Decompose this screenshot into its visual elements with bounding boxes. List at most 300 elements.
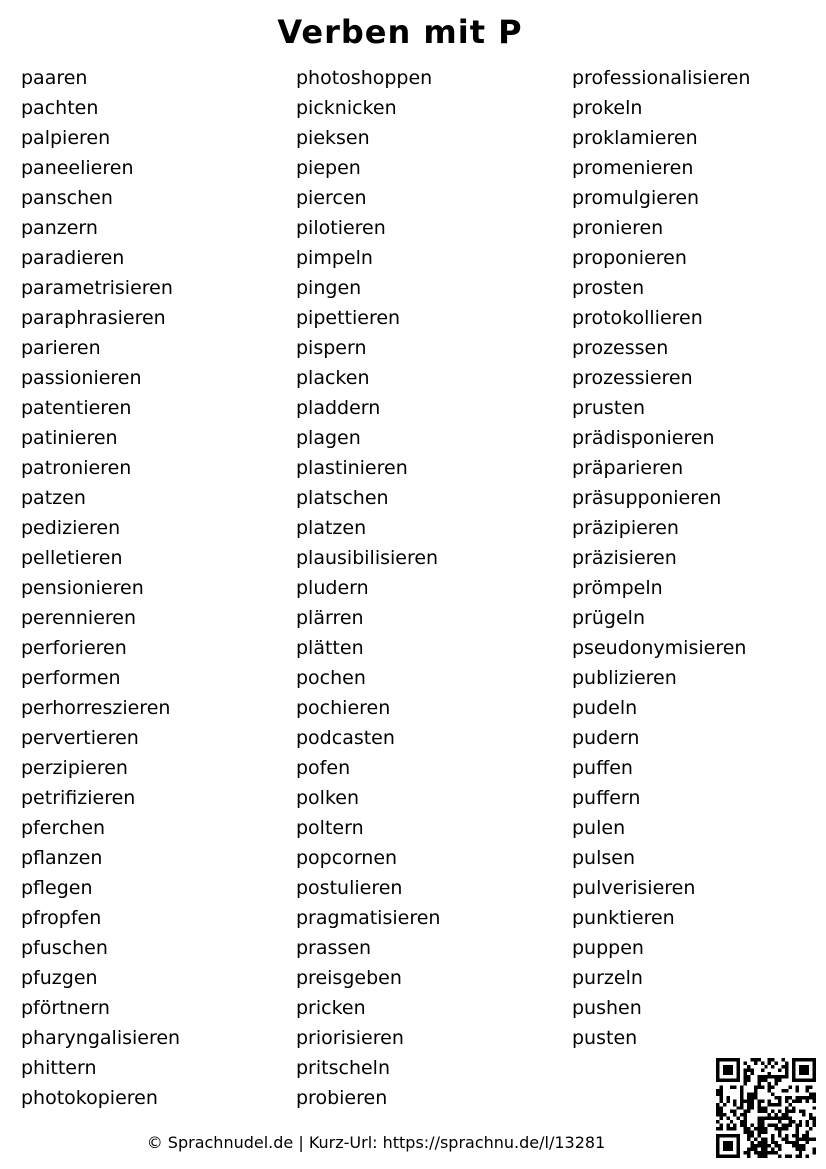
verb-item: pferchen xyxy=(21,817,106,839)
qr-module xyxy=(775,1141,778,1144)
qr-module xyxy=(757,1134,760,1137)
qr-module xyxy=(764,1106,767,1109)
qr-module xyxy=(757,1082,760,1085)
verb-item: piercen xyxy=(296,187,367,209)
qr-module xyxy=(788,1124,791,1127)
qr-module xyxy=(806,1058,809,1061)
qr-module xyxy=(744,1127,747,1130)
qr-module xyxy=(740,1120,743,1123)
qr-module xyxy=(744,1099,747,1102)
qr-module xyxy=(778,1117,781,1120)
qr-module xyxy=(723,1103,726,1106)
verb-item: pieksen xyxy=(296,127,370,149)
qr-module xyxy=(719,1155,722,1158)
qr-module xyxy=(719,1106,722,1109)
qr-module xyxy=(719,1127,722,1130)
qr-module xyxy=(802,1068,805,1071)
verb-item: pflanzen xyxy=(21,847,103,869)
qr-module xyxy=(737,1148,740,1151)
verb-item: pochieren xyxy=(296,697,391,719)
qr-module xyxy=(806,1065,809,1068)
qr-module xyxy=(737,1079,740,1082)
qr-module xyxy=(768,1113,771,1116)
verb-item: prassen xyxy=(296,937,372,959)
qr-module xyxy=(788,1155,791,1158)
qr-module xyxy=(785,1096,788,1099)
qr-module xyxy=(782,1137,785,1140)
qr-module xyxy=(730,1072,733,1075)
verb-item: pervertieren xyxy=(21,727,139,749)
qr-module xyxy=(726,1117,729,1120)
qr-module xyxy=(733,1124,736,1127)
verb-item: pilotieren xyxy=(296,217,386,239)
qr-module xyxy=(806,1130,809,1133)
qr-module xyxy=(778,1099,781,1102)
qr-module xyxy=(802,1079,805,1082)
qr-module xyxy=(785,1137,788,1140)
verb-item: platzen xyxy=(296,517,367,539)
qr-module xyxy=(806,1086,809,1089)
qr-module xyxy=(799,1151,802,1154)
qr-module xyxy=(740,1103,743,1106)
verb-item: pingen xyxy=(296,277,362,299)
qr-module xyxy=(744,1075,747,1078)
qr-module xyxy=(775,1113,778,1116)
qr-module xyxy=(730,1155,733,1158)
qr-module xyxy=(799,1068,802,1071)
qr-module xyxy=(771,1124,774,1127)
qr-module xyxy=(809,1058,812,1061)
qr-module xyxy=(768,1061,771,1064)
qr-module xyxy=(792,1141,795,1144)
verb-item: pfuzgen xyxy=(21,967,98,989)
verb-item: proklamieren xyxy=(572,127,698,149)
verb-item: pragmatisieren xyxy=(296,907,441,929)
verb-item: plagen xyxy=(296,427,361,449)
qr-module xyxy=(754,1086,757,1089)
verb-item: prozessen xyxy=(572,337,669,359)
qr-module xyxy=(771,1075,774,1078)
qr-module xyxy=(813,1151,816,1154)
qr-module xyxy=(754,1137,757,1140)
qr-module xyxy=(785,1124,788,1127)
qr-module xyxy=(719,1096,722,1099)
qr-module xyxy=(747,1127,750,1130)
qr-module xyxy=(740,1124,743,1127)
qr-module xyxy=(768,1117,771,1120)
qr-module xyxy=(747,1155,750,1158)
qr-module xyxy=(764,1148,767,1151)
verb-item: proponieren xyxy=(572,247,687,269)
verb-item: photokopieren xyxy=(21,1087,158,1109)
qr-module xyxy=(747,1068,750,1071)
qr-module xyxy=(716,1137,719,1140)
qr-module xyxy=(802,1137,805,1140)
qr-module xyxy=(750,1092,753,1095)
qr-module xyxy=(719,1124,722,1127)
qr-module xyxy=(716,1134,719,1137)
qr-module xyxy=(719,1079,722,1082)
qr-module xyxy=(750,1096,753,1099)
qr-module xyxy=(737,1144,740,1147)
qr-module xyxy=(716,1120,719,1123)
qr-module xyxy=(747,1110,750,1113)
verb-item: präzisieren xyxy=(572,547,677,569)
qr-module xyxy=(747,1103,750,1106)
qr-module xyxy=(730,1058,733,1061)
qr-module xyxy=(768,1124,771,1127)
verb-item: parametrisieren xyxy=(21,277,173,299)
qr-module xyxy=(768,1103,771,1106)
qr-module xyxy=(813,1106,816,1109)
qr-module xyxy=(754,1092,757,1095)
qr-module xyxy=(737,1072,740,1075)
word-column-1 xyxy=(21,63,180,1113)
qr-module xyxy=(768,1072,771,1075)
qr-module xyxy=(795,1058,798,1061)
verb-item: pulsen xyxy=(572,847,636,869)
qr-module xyxy=(771,1103,774,1106)
verb-item: pudeln xyxy=(572,697,638,719)
qr-module xyxy=(788,1110,791,1113)
qr-module xyxy=(757,1155,760,1158)
qr-module xyxy=(719,1113,722,1116)
qr-module xyxy=(778,1079,781,1082)
qr-module xyxy=(768,1089,771,1092)
qr-module xyxy=(750,1103,753,1106)
qr-module xyxy=(792,1065,795,1068)
qr-module xyxy=(761,1110,764,1113)
qr-module xyxy=(740,1089,743,1092)
qr-module xyxy=(716,1148,719,1151)
qr-module xyxy=(744,1068,747,1071)
qr-module xyxy=(795,1089,798,1092)
qr-module xyxy=(754,1089,757,1092)
qr-module xyxy=(716,1079,719,1082)
qr-module xyxy=(726,1155,729,1158)
qr-module xyxy=(813,1075,816,1078)
qr-module xyxy=(768,1082,771,1085)
qr-module xyxy=(795,1134,798,1137)
qr-module xyxy=(747,1130,750,1133)
verb-item: prügeln xyxy=(572,607,645,629)
qr-module xyxy=(806,1124,809,1127)
verb-item: pricken xyxy=(296,997,366,1019)
verb-item: polken xyxy=(296,787,360,809)
qr-module xyxy=(744,1061,747,1064)
qr-module xyxy=(792,1079,795,1082)
verb-item: priorisieren xyxy=(296,1027,404,1049)
qr-module xyxy=(754,1096,757,1099)
verb-item: pipettieren xyxy=(296,307,401,329)
verb-item: perforieren xyxy=(21,637,127,659)
verb-item: pochen xyxy=(296,667,366,689)
verb-item: plätten xyxy=(296,637,364,659)
qr-module xyxy=(813,1092,816,1095)
qr-module xyxy=(788,1120,791,1123)
qr-module xyxy=(761,1086,764,1089)
qr-module xyxy=(782,1089,785,1092)
verb-item: paneelieren xyxy=(21,157,134,179)
qr-module xyxy=(716,1072,719,1075)
qr-module xyxy=(792,1134,795,1137)
qr-module xyxy=(799,1148,802,1151)
qr-module xyxy=(744,1151,747,1154)
qr-module xyxy=(771,1134,774,1137)
qr-module xyxy=(785,1072,788,1075)
qr-module xyxy=(809,1137,812,1140)
qr-module xyxy=(771,1117,774,1120)
qr-module xyxy=(761,1099,764,1102)
qr-module xyxy=(716,1144,719,1147)
qr-module xyxy=(716,1110,719,1113)
qr-module xyxy=(802,1148,805,1151)
verb-item: prädisponieren xyxy=(572,427,715,449)
qr-module xyxy=(730,1120,733,1123)
verb-item: pflegen xyxy=(21,877,93,899)
verb-item: promulgieren xyxy=(572,187,700,209)
page-title: Verben mit P xyxy=(277,13,523,51)
qr-module xyxy=(750,1124,753,1127)
qr-module xyxy=(716,1089,719,1092)
qr-module xyxy=(750,1130,753,1133)
qr-module xyxy=(813,1065,816,1068)
qr-module xyxy=(757,1106,760,1109)
qr-module xyxy=(726,1099,729,1102)
qr-module xyxy=(757,1058,760,1061)
qr-module xyxy=(757,1141,760,1144)
qr-module xyxy=(799,1079,802,1082)
qr-module xyxy=(795,1127,798,1130)
qr-module xyxy=(744,1130,747,1133)
qr-module xyxy=(726,1127,729,1130)
qr-module xyxy=(778,1110,781,1113)
verb-item: professionalisieren xyxy=(572,67,751,89)
qr-module xyxy=(806,1155,809,1158)
qr-module xyxy=(792,1058,795,1061)
qr-module xyxy=(778,1103,781,1106)
verb-item: picknicken xyxy=(296,97,397,119)
verb-item: pulverisieren xyxy=(572,877,696,899)
qr-module xyxy=(806,1141,809,1144)
qr-module xyxy=(764,1130,767,1133)
verb-item: pharyngalisieren xyxy=(21,1027,181,1049)
qr-module xyxy=(813,1072,816,1075)
verb-item: perhorreszieren xyxy=(21,697,171,719)
qr-module xyxy=(771,1086,774,1089)
qr-module xyxy=(813,1068,816,1071)
verb-item: prömpeln xyxy=(572,577,663,599)
qr-module xyxy=(719,1110,722,1113)
qr-module xyxy=(744,1124,747,1127)
qr-module xyxy=(754,1144,757,1147)
qr-module xyxy=(723,1141,726,1144)
qr-module xyxy=(747,1065,750,1068)
qr-module xyxy=(723,1058,726,1061)
qr-module xyxy=(806,1137,809,1140)
verb-item: podcasten xyxy=(296,727,395,749)
qr-module xyxy=(716,1068,719,1071)
qr-module xyxy=(737,1141,740,1144)
qr-module xyxy=(716,1113,719,1116)
verb-item: pritscheln xyxy=(296,1057,390,1079)
qr-module xyxy=(795,1155,798,1158)
qr-module xyxy=(775,1151,778,1154)
qr-module xyxy=(747,1148,750,1151)
verb-item: platschen xyxy=(296,487,389,509)
qr-module xyxy=(750,1068,753,1071)
word-column-2 xyxy=(296,63,440,1113)
verb-item: pseudonymisieren xyxy=(572,637,747,659)
verb-item: purzeln xyxy=(572,967,643,989)
qr-module xyxy=(750,1148,753,1151)
qr-module xyxy=(719,1134,722,1137)
verb-item: prosten xyxy=(572,277,645,299)
qr-module xyxy=(733,1086,736,1089)
qr-module xyxy=(764,1065,767,1068)
qr-module xyxy=(799,1096,802,1099)
qr-module xyxy=(813,1099,816,1102)
qr-module xyxy=(809,1092,812,1095)
qr-module xyxy=(768,1058,771,1061)
verb-item: puffern xyxy=(572,787,641,809)
verb-item: pronieren xyxy=(572,217,664,239)
verb-item: publizieren xyxy=(572,667,677,689)
verb-item: prokeln xyxy=(572,97,643,119)
qr-module xyxy=(761,1155,764,1158)
qr-module xyxy=(782,1117,785,1120)
verb-item: pensionieren xyxy=(21,577,144,599)
verb-item: prozessieren xyxy=(572,367,693,389)
qr-module xyxy=(757,1127,760,1130)
qr-module xyxy=(750,1058,753,1061)
qr-module xyxy=(754,1061,757,1064)
qr-module xyxy=(788,1086,791,1089)
verb-item: pludern xyxy=(296,577,369,599)
qr-module xyxy=(737,1155,740,1158)
qr-module xyxy=(813,1061,816,1064)
verb-item: paaren xyxy=(21,67,88,89)
qr-module xyxy=(768,1151,771,1154)
qr-module xyxy=(771,1141,774,1144)
qr-module xyxy=(813,1096,816,1099)
qr-module xyxy=(761,1075,764,1078)
qr-module xyxy=(778,1068,781,1071)
qr-module xyxy=(740,1099,743,1102)
verb-item: piepen xyxy=(296,157,361,179)
verb-item: probieren xyxy=(296,1087,388,1109)
qr-module xyxy=(809,1117,812,1120)
qr-module xyxy=(747,1079,750,1082)
qr-module xyxy=(723,1072,726,1075)
qr-module xyxy=(792,1068,795,1071)
qr-module xyxy=(726,1096,729,1099)
qr-module xyxy=(806,1120,809,1123)
qr-module xyxy=(775,1124,778,1127)
verb-item: plastinieren xyxy=(296,457,408,479)
qr-module xyxy=(806,1089,809,1092)
qr-module xyxy=(754,1148,757,1151)
qr-module xyxy=(757,1120,760,1123)
qr-module xyxy=(761,1127,764,1130)
qr-module xyxy=(747,1099,750,1102)
qr-module xyxy=(730,1148,733,1151)
qr-module xyxy=(761,1144,764,1147)
qr-module xyxy=(785,1141,788,1144)
qr-module xyxy=(726,1148,729,1151)
qr-module xyxy=(764,1144,767,1147)
qr-module xyxy=(771,1065,774,1068)
verb-item: pushen xyxy=(572,997,642,1019)
qr-module xyxy=(754,1151,757,1154)
qr-module xyxy=(799,1065,802,1068)
qr-module xyxy=(799,1058,802,1061)
qr-module xyxy=(716,1151,719,1154)
qr-module xyxy=(764,1127,767,1130)
qr-module xyxy=(768,1086,771,1089)
qr-module xyxy=(771,1148,774,1151)
qr-module xyxy=(719,1117,722,1120)
verb-item: pusten xyxy=(572,1027,638,1049)
qr-module xyxy=(788,1117,791,1120)
qr-module xyxy=(768,1099,771,1102)
qr-module xyxy=(726,1134,729,1137)
verb-item: petrifizieren xyxy=(21,787,136,809)
verb-item: phittern xyxy=(21,1057,97,1079)
qr-module xyxy=(792,1106,795,1109)
qr-module xyxy=(764,1151,767,1154)
qr-module xyxy=(764,1155,767,1158)
qr-module xyxy=(747,1075,750,1078)
qr-module xyxy=(799,1124,802,1127)
qr-module xyxy=(750,1141,753,1144)
qr-module xyxy=(744,1110,747,1113)
qr-module xyxy=(768,1144,771,1147)
qr-module xyxy=(802,1134,805,1137)
qr-module xyxy=(771,1058,774,1061)
qr-module xyxy=(771,1151,774,1154)
qr-module xyxy=(813,1137,816,1140)
verb-item: punktieren xyxy=(572,907,675,929)
verb-item: pförtnern xyxy=(21,997,110,1019)
qr-module xyxy=(802,1096,805,1099)
qr-module xyxy=(809,1096,812,1099)
verb-item: preisgeben xyxy=(296,967,402,989)
qr-module xyxy=(764,1117,767,1120)
verb-item: perzipieren xyxy=(21,757,128,779)
verb-item: parieren xyxy=(21,337,101,359)
word-column-3 xyxy=(572,63,750,1053)
qr-module xyxy=(785,1089,788,1092)
qr-module xyxy=(716,1103,719,1106)
qr-module xyxy=(747,1151,750,1154)
qr-module xyxy=(757,1079,760,1082)
qr-module xyxy=(813,1120,816,1123)
qr-module xyxy=(750,1134,753,1137)
qr-module xyxy=(747,1137,750,1140)
qr-module xyxy=(782,1065,785,1068)
qr-module xyxy=(778,1075,781,1078)
qr-module xyxy=(806,1134,809,1137)
qr-module xyxy=(761,1106,764,1109)
qr-module xyxy=(740,1092,743,1095)
qr-module xyxy=(775,1096,778,1099)
verb-item: präzipieren xyxy=(572,517,679,539)
qr-module xyxy=(744,1072,747,1075)
qr-module xyxy=(782,1124,785,1127)
qr-module xyxy=(785,1099,788,1102)
verb-item: protokollieren xyxy=(572,307,703,329)
